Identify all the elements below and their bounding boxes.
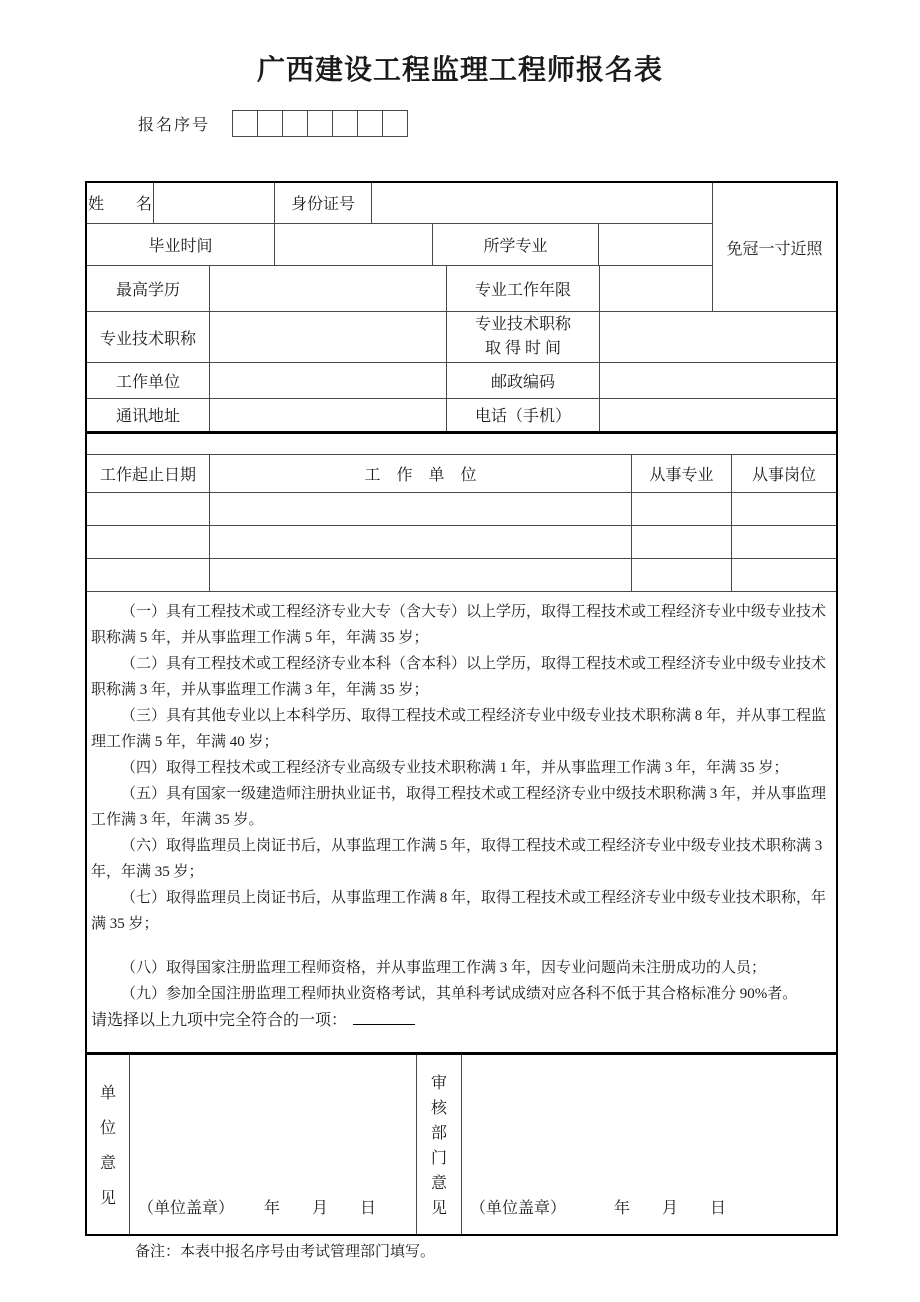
work-post-cell[interactable] [732,493,836,525]
work-years-input-cell[interactable] [600,266,712,311]
name-label: 姓 名 [87,183,154,223]
work-history-row [87,526,836,559]
vertical-label-char: 位 [99,1120,116,1138]
condition-item: （五）具有国家一级建造师注册执业证书，取得工程技术或工程经济专业中级技术职称满 3 年，并从事监理工作满 3 年，年满 35 岁。 [91,785,827,828]
vertical-label-char: 见 [99,1190,116,1208]
dept-seal-label: （单位盖章） [470,1199,567,1217]
form-table [85,181,838,1236]
employer-label: 工作单位 [87,363,210,398]
education-years-row [87,266,712,311]
id-number-label: 身份证号 [275,183,372,223]
unit-opinion-cell[interactable] [130,1055,417,1234]
reg-number-row [138,110,408,137]
graduation-time-label: 毕业时间 [87,224,275,266]
reg-number-box[interactable] [382,110,408,137]
vertical-label-char: 意 [99,1155,116,1173]
phone-input-cell[interactable] [600,399,836,431]
condition-item: （一）具有工程技术或工程经济专业大专（含大专）以上学历，取得工程技术或工程经济专业中级专业技术职称满 5 年，并从事监理工作满 5 年，年满 35 岁； [91,603,827,646]
work-history-row [87,559,836,592]
reg-number-label: 报名序号 [138,117,211,134]
reg-number-box[interactable] [357,110,383,137]
work-history-rows [87,493,836,592]
qualification-conditions [87,592,836,1055]
vertical-label-char: 意 [430,1175,447,1193]
address-input-cell[interactable] [210,399,447,431]
phone-label: 电话（手机） [447,399,600,431]
condition-item: （七）取得监理员上岗证书后，从事监理工作满 8 年，取得工程技术或工程经济专业中级专业技术职称，年满 35 岁； [91,889,827,932]
work-post-cell[interactable] [732,526,836,558]
name-input-cell[interactable] [154,183,275,223]
spacer-row [87,434,836,456]
tech-title-row [87,312,836,363]
dept-seal-date-line [470,1195,726,1218]
work-major-cell[interactable] [632,526,732,558]
vertical-label-char: 单 [99,1085,116,1103]
major-label: 所学专业 [433,224,599,266]
work-dates-cell[interactable] [87,526,210,558]
unit-date-label: 年 月 日 [264,1199,377,1217]
employer-postcode-row [87,363,836,399]
reg-number-box[interactable] [332,110,358,137]
tech-title-time-label-line1: 专业技术职称 [474,316,571,334]
work-major-cell[interactable] [632,493,732,525]
vertical-label-char: 核 [430,1100,447,1118]
employer-input-cell[interactable] [210,363,447,398]
vertical-label-char: 门 [430,1150,447,1168]
condition-item: （九）参加全国注册监理工程师执业资格考试，其单科考试成绩对应各科不低于其合格标准分 90%者。 [121,985,798,1002]
tech-title-label: 专业技术职称 [87,312,210,362]
select-answer-blank[interactable] [353,1007,415,1025]
review-dept-opinion-label [417,1055,462,1234]
address-label: 通讯地址 [87,399,210,431]
condition-item: （八）取得国家注册监理工程师资格，并从事监理工作满 3 年，因专业问题尚未注册成功的人员； [121,959,767,976]
review-dept-opinion-cell[interactable] [462,1055,836,1234]
unit-seal-label: （单位盖章） [138,1199,235,1217]
work-post-header: 从事岗位 [751,467,816,485]
reg-number-box[interactable] [282,110,308,137]
work-history-header-row [87,455,836,492]
select-prompt-text: 请选择以上九项中完全符合的一项： [91,1011,348,1029]
work-years-label: 专业工作年限 [447,266,600,311]
major-input-cell[interactable] [599,224,712,266]
condition-item: （三）具有其他专业以上本科学历、取得工程技术或工程经济专业中级专业技术职称满 8 年，并从事工程监理工作满 5 年，年满 40 岁； [91,707,827,750]
select-prompt-line [91,1007,828,1034]
work-post-cell[interactable] [732,559,836,591]
reg-number-box[interactable] [257,110,283,137]
condition-list [91,599,828,1007]
work-unit-header: 工 作 单 位 [210,455,632,491]
work-major-header: 从事专业 [632,455,732,491]
vertical-label-char: 部 [430,1125,447,1143]
dept-date-label: 年 月 日 [614,1199,727,1217]
education-label: 最高学历 [87,266,210,311]
unit-seal-date-line [138,1195,376,1218]
graduation-time-input-cell[interactable] [275,224,433,266]
reg-number-box[interactable] [307,110,333,137]
address-phone-row [87,399,836,434]
work-history-row [87,493,836,526]
work-major-cell[interactable] [632,559,732,591]
reg-number-box[interactable] [232,110,258,137]
postcode-input-cell[interactable] [600,363,836,398]
education-input-cell[interactable] [210,266,447,311]
work-dates-cell[interactable] [87,559,210,591]
work-unit-cell[interactable] [210,559,632,591]
tech-title-time-label-line2: 取 得 时 间 [484,340,561,358]
unit-opinion-label [87,1055,130,1234]
tech-title-input-cell[interactable] [210,312,447,362]
tech-title-time-input-cell[interactable] [600,312,836,362]
form-title: 广西建设工程监理工程师报名表 [256,55,663,86]
footnote: 备注：本表中报名序号由考试管理部门填写。 [135,1244,436,1260]
reg-number-boxes [232,110,408,137]
condition-item: （二）具有工程技术或工程经济专业本科（含本科）以上学历，取得工程技术或工程经济专业中级专业技术职称满 3 年，并从事监理工作满 3 年，年满 35 岁； [91,655,827,698]
work-unit-cell[interactable] [210,526,632,558]
condition-item: （四）取得工程技术或工程经济专业高级专业技术职称满 1 年，并从事监理工作满 3 年，年满 35 岁； [121,759,789,776]
work-dates-cell[interactable] [87,493,210,525]
tech-title-time-label [447,312,600,362]
id-number-grid [372,183,712,223]
condition-item: （六）取得监理员上岗证书后，从事监理工作满 5 年，取得工程技术或工程经济专业中级专业技术职称满 3 年，年满 35 岁； [91,837,823,880]
personal-info-left [87,183,712,311]
graduation-major-row [87,224,712,267]
photo-area[interactable]: 免冠一寸近照 [712,183,836,311]
name-id-row [87,183,712,224]
vertical-label-char: 审 [430,1075,447,1093]
work-unit-cell[interactable] [210,493,632,525]
postcode-label: 邮政编码 [447,363,600,398]
approval-section [87,1055,836,1234]
vertical-label-char: 见 [430,1200,447,1218]
work-dates-header: 工作起止日期 [87,455,210,491]
personal-info-top-section [87,183,836,312]
